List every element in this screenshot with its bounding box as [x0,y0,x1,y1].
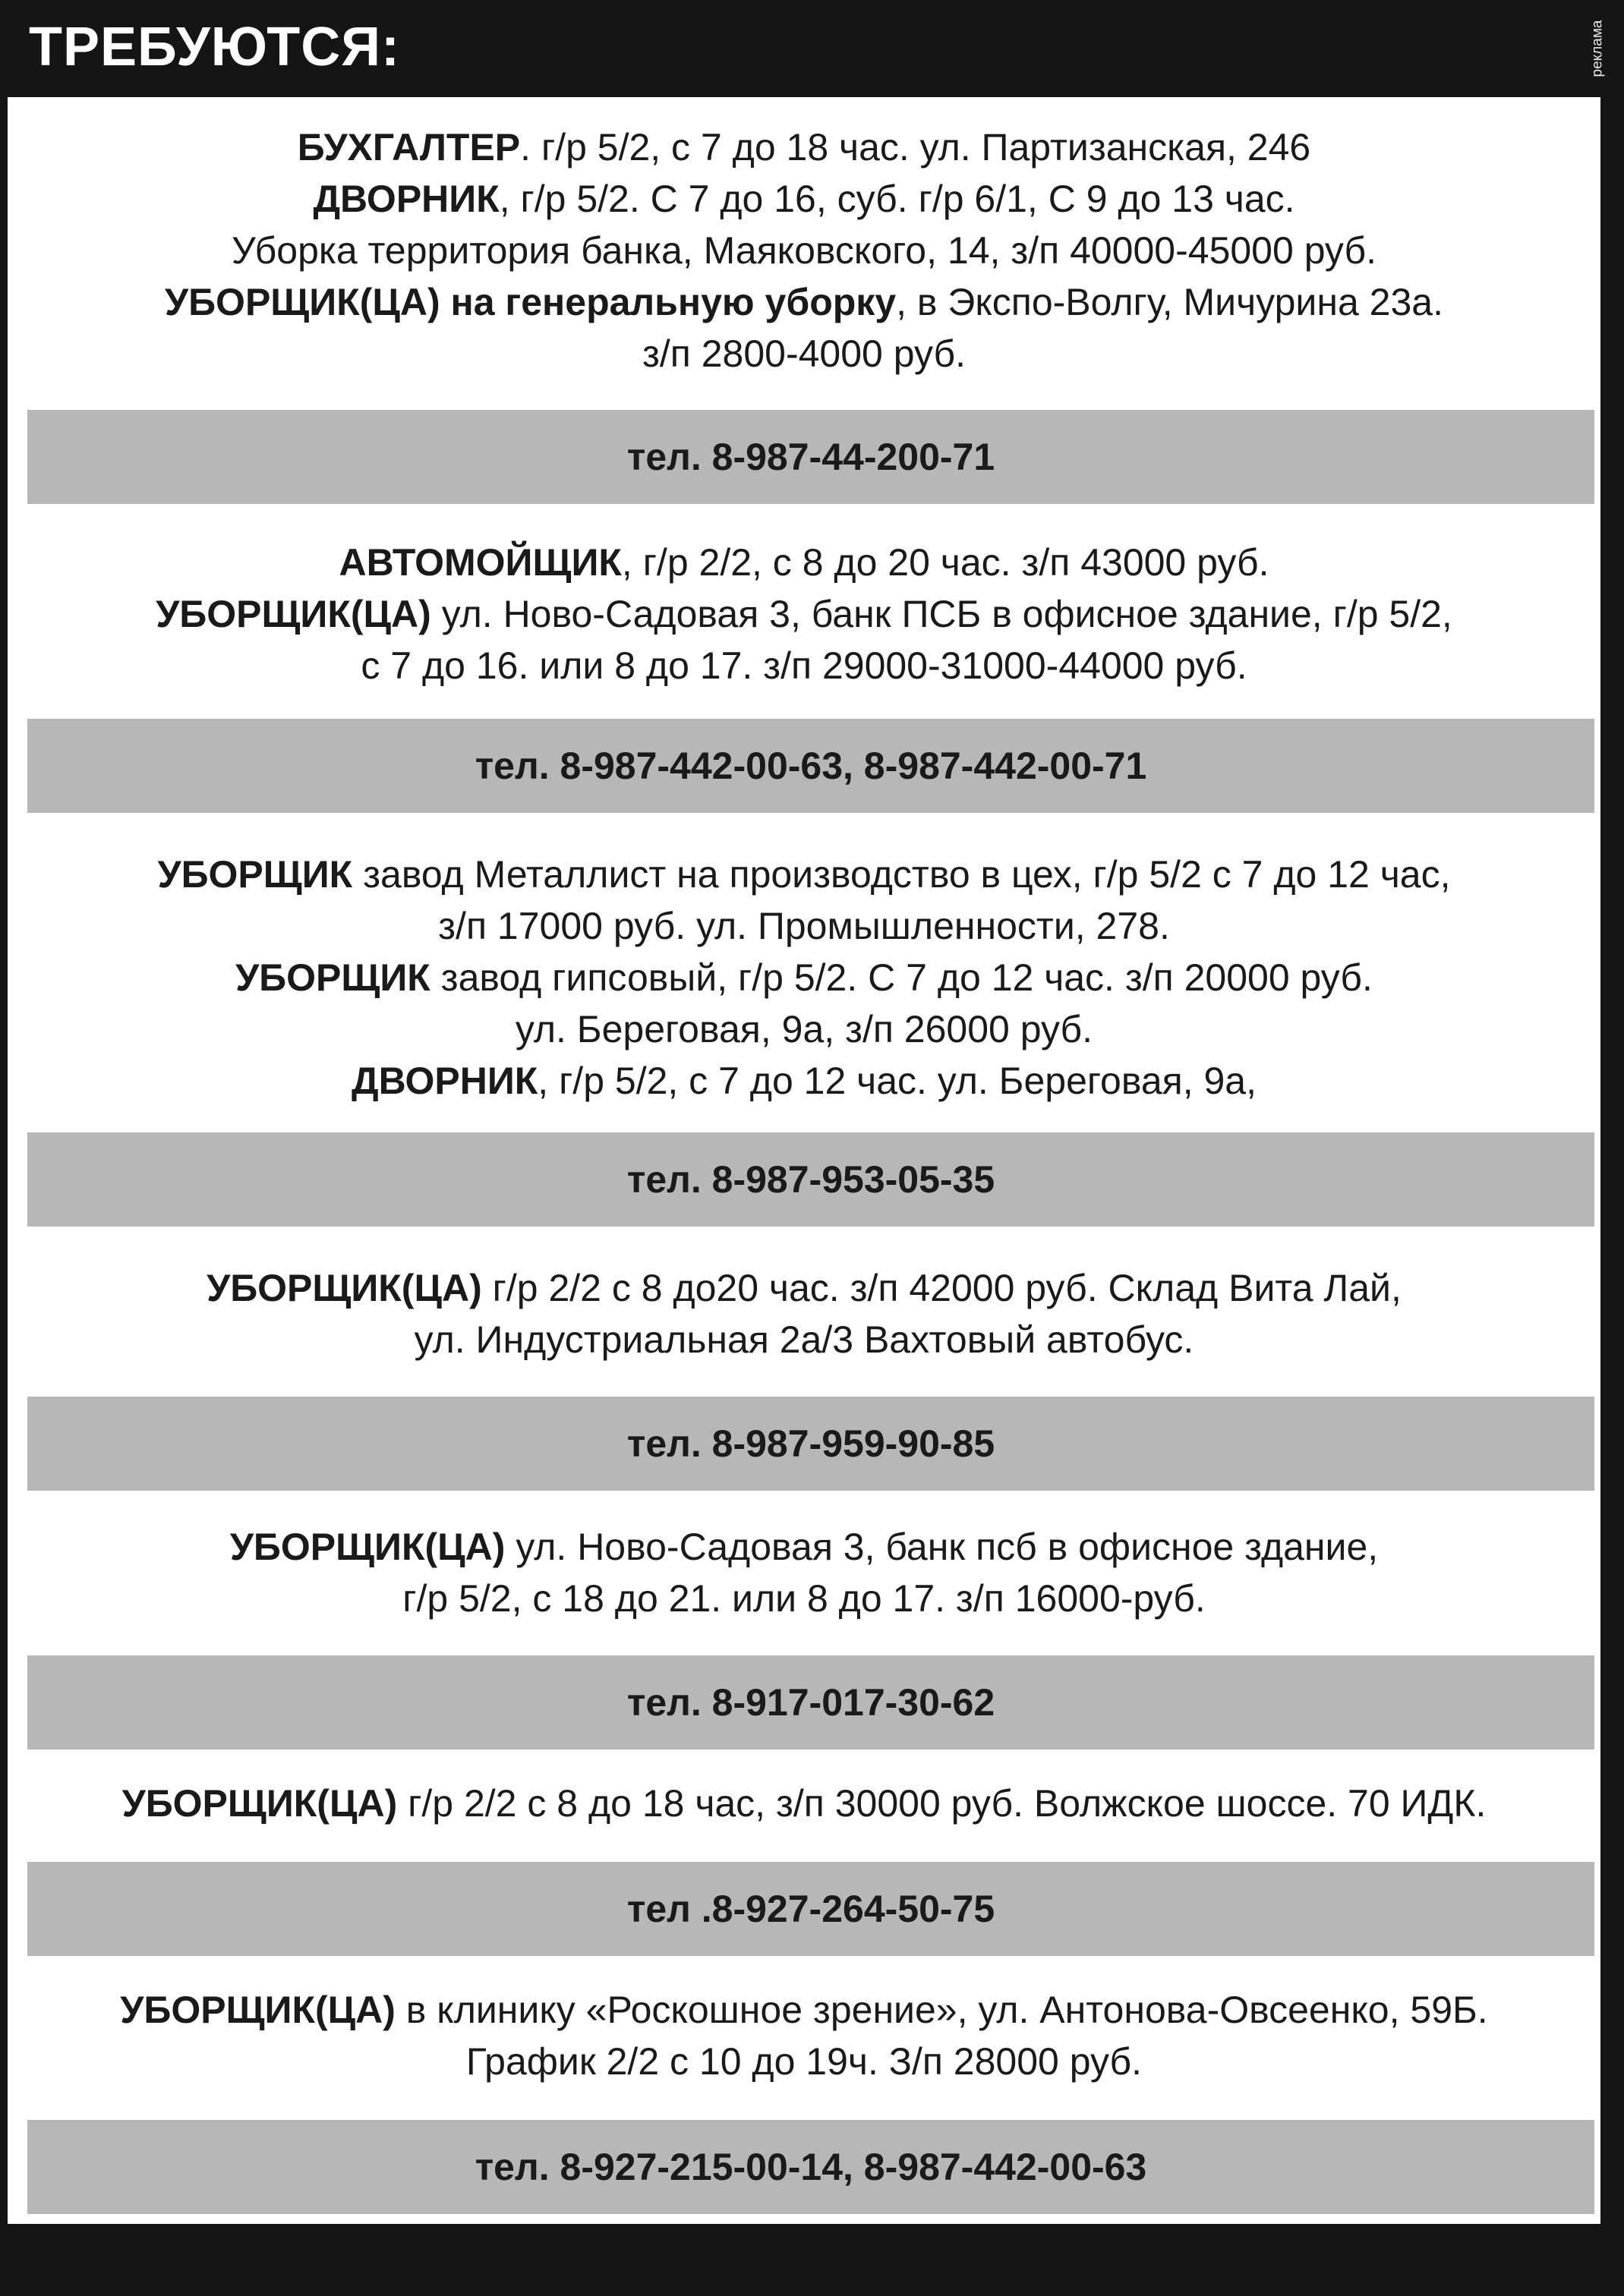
vacancy-block [8,1262,1600,1365]
job-details: с 7 до 16. или 8 до 17. з/п 29000-31000-44000 руб. [361,644,1247,687]
phone-bar [27,719,1594,813]
job-title: УБОРЩИК(ЦА) [207,1267,482,1309]
vacancy-line [8,1314,1600,1365]
job-details: в клинику «Роскошное зрение», ул. Антонова-Овсеенко, 59Б. [395,1989,1488,2031]
job-details: завод Металлист на производство в цех, г/р 5/2 с 7 до 12 час, [352,853,1451,896]
job-title: ДВОРНИК [313,178,500,220]
job-title: АВТОМОЙЩИК [339,541,622,584]
job-details: г/р 2/2 с 8 до20 час. з/п 42000 руб. Склад Вита Лай, [481,1267,1402,1309]
vacancy-block [8,1521,1600,1624]
job-details: График 2/2 с 10 до 19ч. З/п 28000 руб. [465,2040,1143,2083]
job-title: БУХГАЛТЕР [297,126,521,168]
vacancy-block [8,121,1600,380]
job-details: , в Экспо-Волгу, Мичурина 23а. [896,281,1443,323]
phone-bar [27,2120,1594,2214]
vacancy-block [8,537,1600,691]
job-details: , г/р 5/2. С 7 до 16, суб. г/р 6/1, С 9 до 13 час. [499,178,1295,220]
vacancy-line [8,1055,1600,1107]
vacancy-line [8,1778,1600,1829]
job-title: УБОРЩИК(ЦА) на генеральную уборку [165,281,897,323]
phone-number: тел. 8-987-44-200-71 [626,436,995,478]
vacancy-line [8,328,1600,380]
job-details: ул. Ново-Садовая 3, банк ПСБ в офисное здание, г/р 5/2, [430,593,1452,635]
vacancy-line [8,1984,1600,2036]
phone-bar [27,1132,1594,1227]
vacancy-line [8,588,1600,640]
phone-number: тел. 8-927-215-00-14, 8-987-442-00-63 [475,2146,1147,2188]
phone-number: тел .8-927-264-50-75 [626,1888,995,1930]
job-title: УБОРЩИК(ЦА) [156,593,431,635]
vacancy-line [8,1003,1600,1055]
vacancies-panel [8,97,1600,2224]
vacancy-block [8,1778,1600,1829]
vacancy-line [8,640,1600,691]
phone-number: тел. 8-917-017-30-62 [626,1681,995,1724]
job-details: Уборка территория банка, Маяковского, 14, з/п 40000-45000 руб. [231,229,1377,272]
vacancy-line [8,952,1600,1003]
vacancy-line [8,537,1600,588]
phone-bar [27,1862,1594,1956]
vacancy-line [8,225,1600,276]
job-details: , г/р 5/2, с 7 до 12 час. ул. Береговая, 9а, [538,1060,1257,1102]
vacancy-line [8,900,1600,952]
job-details: ул. Индустриальная 2а/3 Вахтовый автобус. [414,1318,1194,1361]
vacancy-line [8,276,1600,328]
vacancy-line [8,1262,1600,1314]
phone-number: тел. 8-987-959-90-85 [626,1422,995,1465]
vacancy-line [8,849,1600,900]
ad-label [1582,6,1613,91]
job-details: ул. Ново-Садовая 3, банк псб в офисное здание, [505,1526,1379,1568]
job-details: з/п 2800-4000 руб. [642,332,967,375]
phone-number: тел. 8-987-442-00-63, 8-987-442-00-71 [475,745,1147,787]
phone-bar [27,410,1594,504]
job-details: . г/р 5/2, с 7 до 18 час. ул. Партизанская, 246 [520,126,1311,168]
job-title: УБОРЩИК(ЦА) [121,1782,398,1825]
job-title: УБОРЩИК(ЦА) [229,1526,506,1568]
vacancy-line [8,173,1600,225]
job-title: УБОРЩИК(ЦА) [120,1989,396,2031]
phone-number: тел. 8-987-953-05-35 [626,1158,995,1201]
job-title: УБОРЩИК [235,956,430,999]
job-details: г/р 2/2 с 8 до 18 час, з/п 30000 руб. Волжское шоссе. 70 ИДК. [397,1782,1487,1825]
vacancy-block [8,849,1600,1107]
header-bar [0,0,1624,97]
job-details: з/п 17000 руб. ул. Промышленности, 278. [438,905,1170,947]
job-details: завод гипсовый, г/р 5/2. С 7 до 12 час. з/п 20000 руб. [430,956,1373,999]
job-title: УБОРЩИК [157,853,353,896]
job-details: , г/р 2/2, с 8 до 20 час. з/п 43000 руб. [621,541,1269,584]
phone-bar [27,1397,1594,1491]
phone-bar [27,1655,1594,1750]
vacancy-line [8,1521,1600,1573]
vacancy-line [8,1573,1600,1624]
job-details: г/р 5/2, с 18 до 21. или 8 до 17. з/п 16000-руб. [402,1577,1206,1620]
job-title: ДВОРНИК [351,1060,538,1102]
job-details: ул. Береговая, 9а, з/п 26000 руб. [515,1008,1093,1050]
vacancy-line [8,2036,1600,2087]
vacancy-line [8,121,1600,173]
vacancy-block [8,1984,1600,2087]
ad-label-text: реклама [1589,20,1606,77]
page-title: ТРЕБУЮТСЯ: [29,17,400,77]
